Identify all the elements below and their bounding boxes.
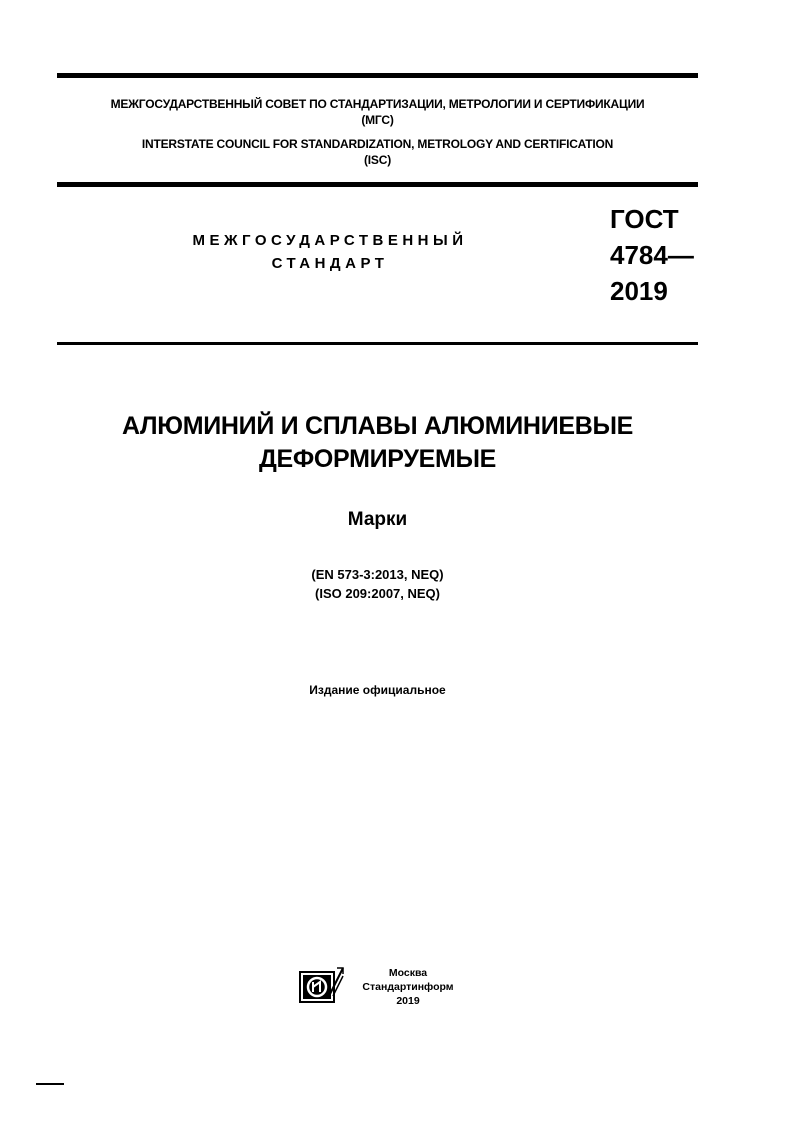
- standard-kind-line2: СТАНДАРТ: [271, 255, 389, 272]
- bottom-rule: [57, 342, 698, 345]
- council-name-en-text: INTERSTATE COUNCIL FOR STANDARDIZATION, METROLOGY AND CERTIFICATION: [141, 137, 614, 151]
- document-subtitle: Марки: [347, 509, 408, 530]
- document-title: [57, 410, 698, 476]
- publisher-city: Москва: [388, 967, 428, 979]
- gost-designation: [610, 201, 694, 309]
- standartinform-logo-icon: [299, 966, 345, 1004]
- publisher-name: Стандартинформ: [362, 981, 454, 993]
- title-line1: АЛЮМИНИЙ И СПЛАВЫ АЛЮМИНИЕВЫЕ: [121, 412, 634, 440]
- reference-en: (EN 573-3:2013, NEQ): [311, 567, 444, 582]
- gost-number: 4784—: [610, 240, 694, 270]
- gost-prefix: ГОСТ: [610, 204, 679, 234]
- council-name-en: [57, 136, 698, 168]
- middle-rule: [57, 182, 698, 187]
- reference-iso: (ISO 209:2007, NEQ): [315, 586, 440, 601]
- standard-kind: [170, 229, 490, 275]
- publisher-info: [352, 966, 464, 1008]
- standard-kind-line1: МЕЖГОСУДАРСТВЕННЫЙ: [192, 232, 468, 249]
- council-name-ru: [57, 96, 698, 128]
- top-rule: [57, 73, 698, 78]
- reference-standards: [57, 565, 698, 603]
- title-line2: ДЕФОРМИРУЕМЫЕ: [258, 445, 497, 473]
- edition-label: Издание официальное: [309, 683, 446, 697]
- council-name-ru-text: МЕЖГОСУДАРСТВЕННЫЙ СОВЕТ ПО СТАНДАРТИЗАЦИИ, МЕТРОЛОГИИ И СЕРТИФИКАЦИИ: [110, 97, 645, 111]
- scan-mark: [36, 1083, 64, 1085]
- council-abbr-ru: (МГС): [361, 113, 394, 127]
- publisher-year: 2019: [396, 995, 420, 1007]
- gost-year: 2019: [610, 276, 668, 306]
- council-abbr-en: (ISC): [364, 153, 391, 167]
